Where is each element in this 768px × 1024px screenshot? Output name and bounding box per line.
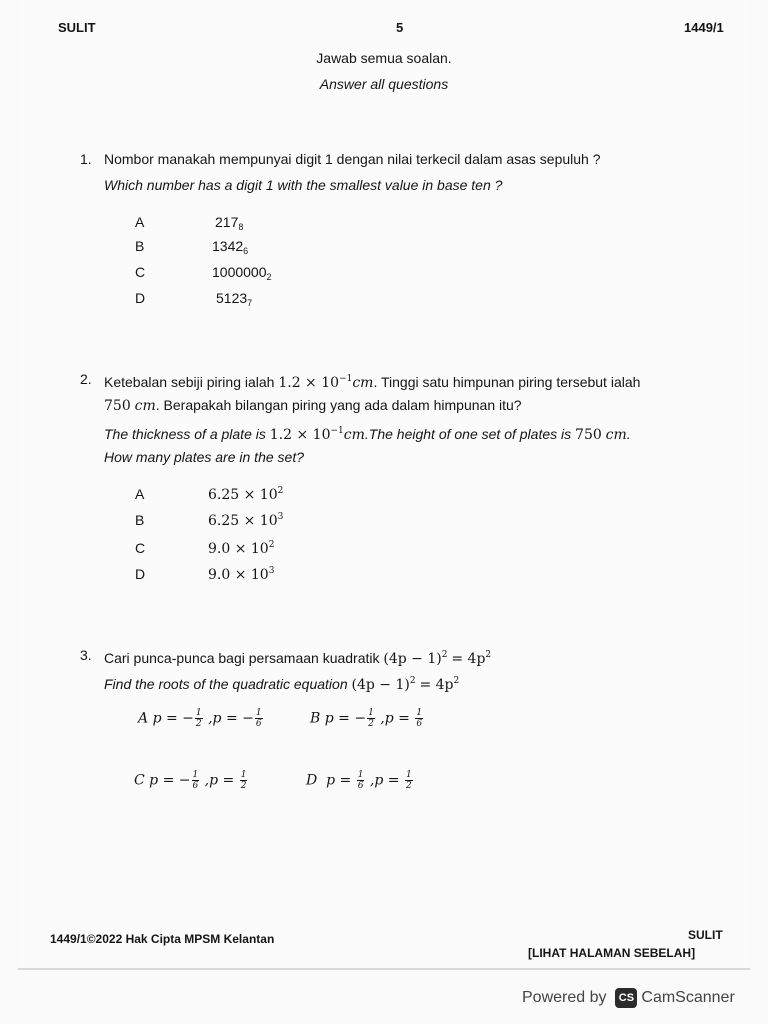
- instruction-english: Answer all questions: [319, 76, 449, 92]
- q2-option-b: $6.25 \times 10^3$: [208, 512, 284, 529]
- q1-option-a-label: A: [135, 214, 145, 230]
- header-page-number: 5: [396, 20, 404, 35]
- q2-english-line2: How many plates are in the set?: [104, 449, 304, 465]
- header-paper-code: 1449/1: [684, 20, 724, 35]
- footer-copyright: 1449/1©2022 Hak Cipta MPSM Kelantan: [50, 932, 275, 946]
- camscanner-logo-icon: CS: [615, 988, 637, 1008]
- footer-next-page: [LIHAT HALAMAN SEBELAH]: [528, 946, 696, 960]
- q2-number: 2.: [80, 371, 92, 387]
- q2-option-d: $9.0 \times 10^3$: [208, 566, 275, 583]
- instruction-malay: Jawab semua soalan.: [316, 50, 452, 66]
- q2-option-b-label: B: [135, 512, 145, 528]
- header-classification: SULIT: [58, 20, 96, 35]
- q1-option-c: $1000000_2$: [212, 264, 272, 282]
- q1-option-b: $1342_6$: [212, 238, 249, 256]
- q3-english: Find the roots of the quadratic equation $(4p - 1)^2 = 4p^2$: [104, 676, 460, 693]
- q2-option-a: $6.25 \times 10^2$: [208, 486, 284, 503]
- q1-option-d: $5123_7$: [216, 290, 253, 308]
- q3-malay: Cari punca-punca bagi persamaan kuadratik $(4p - 1)^2 = 4p^2$: [104, 650, 492, 667]
- powered-by-label: Powered by: [522, 989, 607, 1007]
- q3-number: 3.: [80, 647, 92, 663]
- q1-option-a: $217_8$: [215, 214, 244, 232]
- footer-sulit: SULIT: [688, 928, 723, 942]
- q1-option-d-label: D: [135, 290, 146, 306]
- q2-option-d-label: D: [135, 566, 146, 582]
- q3-option-d: D p = $\frac{1}{6}$ ,p = $\frac{1}{2}$: [306, 770, 412, 791]
- q1-option-c-label: C: [135, 264, 146, 280]
- q2-malay-line1: Ketebalan sebiji piring ialah $1.2 \times 10^{-1}cm$. Tinggi satu himpunan piring tersebut ialah: [104, 374, 641, 391]
- q2-option-c-label: C: [135, 540, 146, 556]
- q3-option-a: A p = − $\frac{1}{2}$ ,p = − $\frac{1}{6}$: [138, 708, 262, 729]
- q2-english-line1: The thickness of a plate is $1.2 \times 10^{-1}cm.The$ height of one set of plates is 750 cm.: [104, 426, 631, 443]
- q3-option-c: C p = − $\frac{1}{6}$ ,p = $\frac{1}{2}$: [134, 770, 247, 791]
- camscanner-brand: CamScanner: [641, 989, 735, 1007]
- camscanner-watermark: [522, 988, 735, 1008]
- q1-english: Which number has a digit 1 with the smallest value in base ten ?: [104, 177, 503, 193]
- q3-option-b: B p = − $\frac{1}{2}$ ,p = $\frac{1}{6}$: [310, 708, 423, 729]
- q2-option-c: $9.0 \times 10^2$: [208, 540, 275, 557]
- q1-number: 1.: [80, 151, 92, 167]
- q2-malay-line2: 750 cm. Berapakah bilangan piring yang ada dalam himpunan itu?: [104, 397, 522, 414]
- q1-option-b-label: B: [135, 238, 145, 254]
- q1-malay: Nombor manakah mempunyai digit 1 dengan nilai terkecil dalam asas sepuluh ?: [104, 151, 601, 167]
- q2-option-a-label: A: [135, 486, 145, 502]
